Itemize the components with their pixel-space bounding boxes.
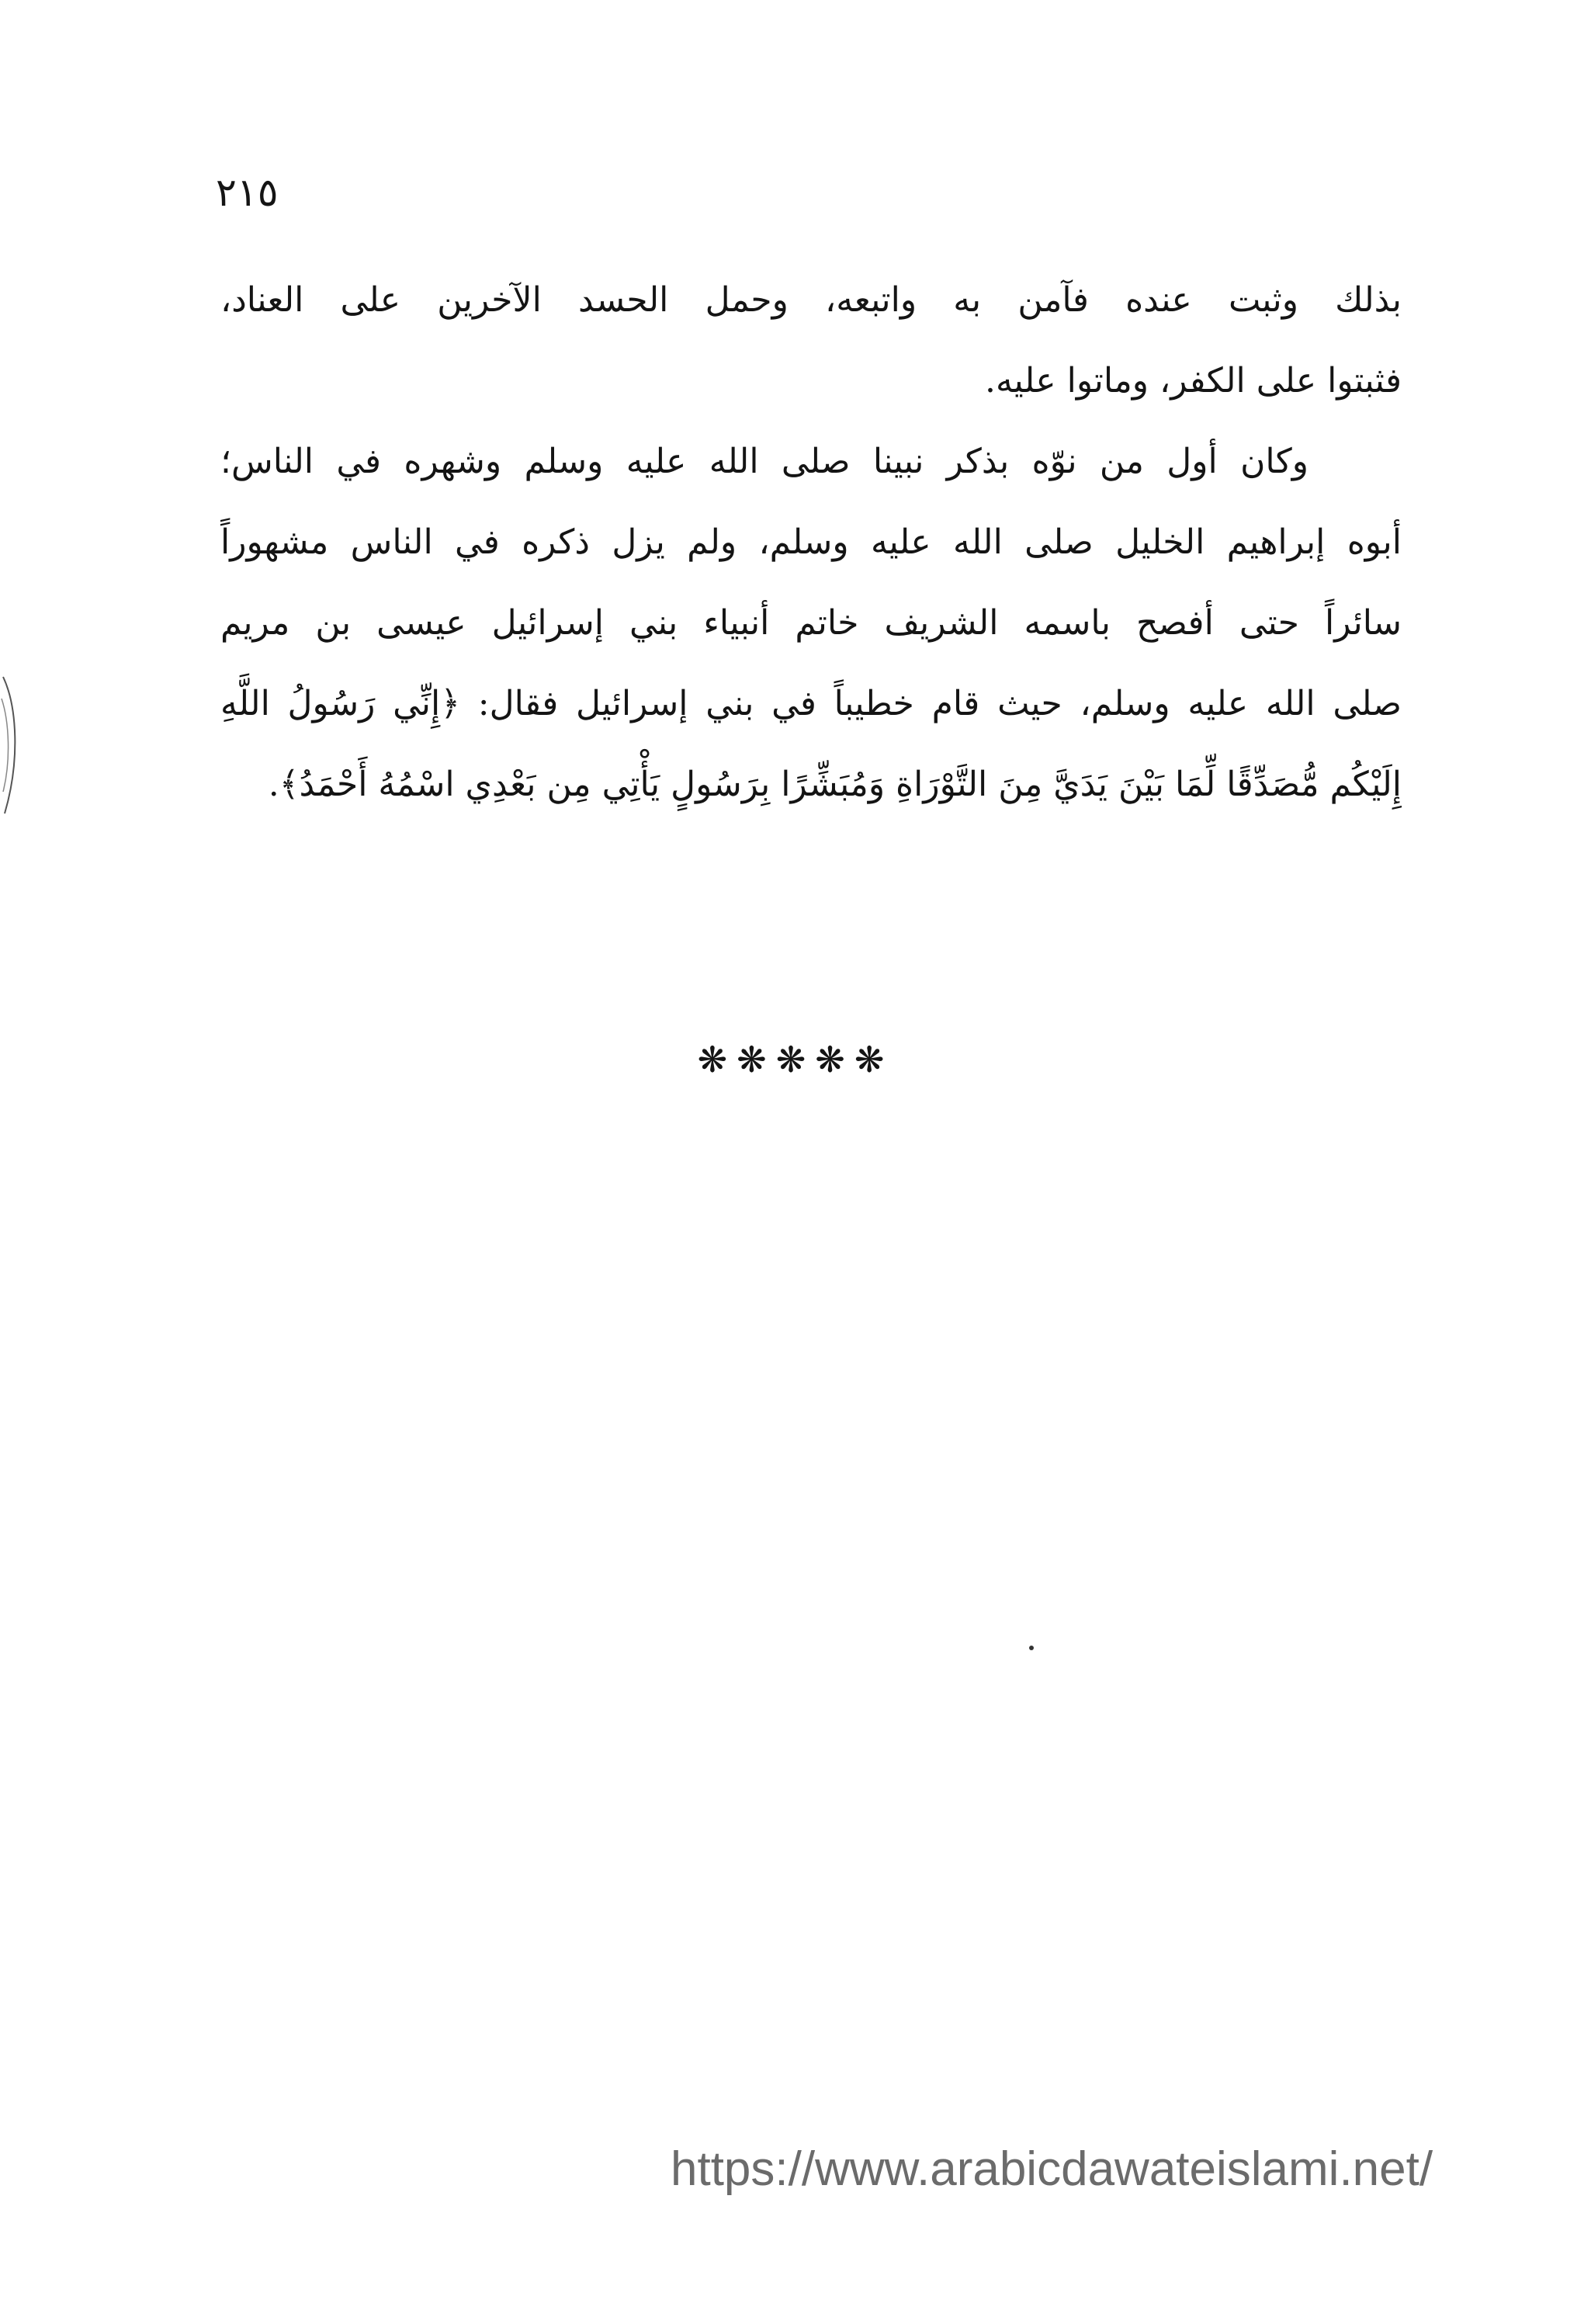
text-line: وكان أول من نوّه بذكر نبينا صلى الله عليه وسلم وشهره في الناس؛ <box>220 442 1309 481</box>
text-line: بذلك وثبت عنده فآمن به واتبعه، وحمل الحسد الآخرين على العناد، <box>220 280 1402 320</box>
stray-mark <box>1029 1646 1034 1650</box>
page-number: ٢١٥ <box>216 170 279 215</box>
body-text <box>220 260 1402 825</box>
text-line: أبوه إبراهيم الخليل صلى الله عليه وسلم، ولم يزل ذكره في الناس مشهوراً <box>220 522 1402 562</box>
quran-verse-line: إِلَيْكُم مُّصَدِّقًا لِّمَا بَيْنَ يَدَيَّ مِنَ التَّوْرَاةِ وَمُبَشِّرًا بِرَسُولٍ يَأْتِي مِن بَعْدِي اسْمُهُ أَحْمَدُ﴾. <box>268 765 1402 804</box>
text-line: صلى الله عليه وسلم، حيث قام خطيباً في بني إسرائيل فقال: ﴿إِنِّي رَسُولُ اللَّهِ <box>220 684 1402 723</box>
watermark-url: https://www.arabicdawateislami.net/ <box>671 2142 1433 2196</box>
text-line: سائراً حتى أفصح باسمه الشريف خاتم أنبياء بني إسرائيل عيسى بن مريم <box>220 603 1402 643</box>
binding-edge-mark <box>0 675 25 815</box>
text-line: فثبتوا على الكفر، وماتوا عليه. <box>984 361 1402 401</box>
section-separator: ❋❋❋❋❋ <box>697 1039 894 1080</box>
